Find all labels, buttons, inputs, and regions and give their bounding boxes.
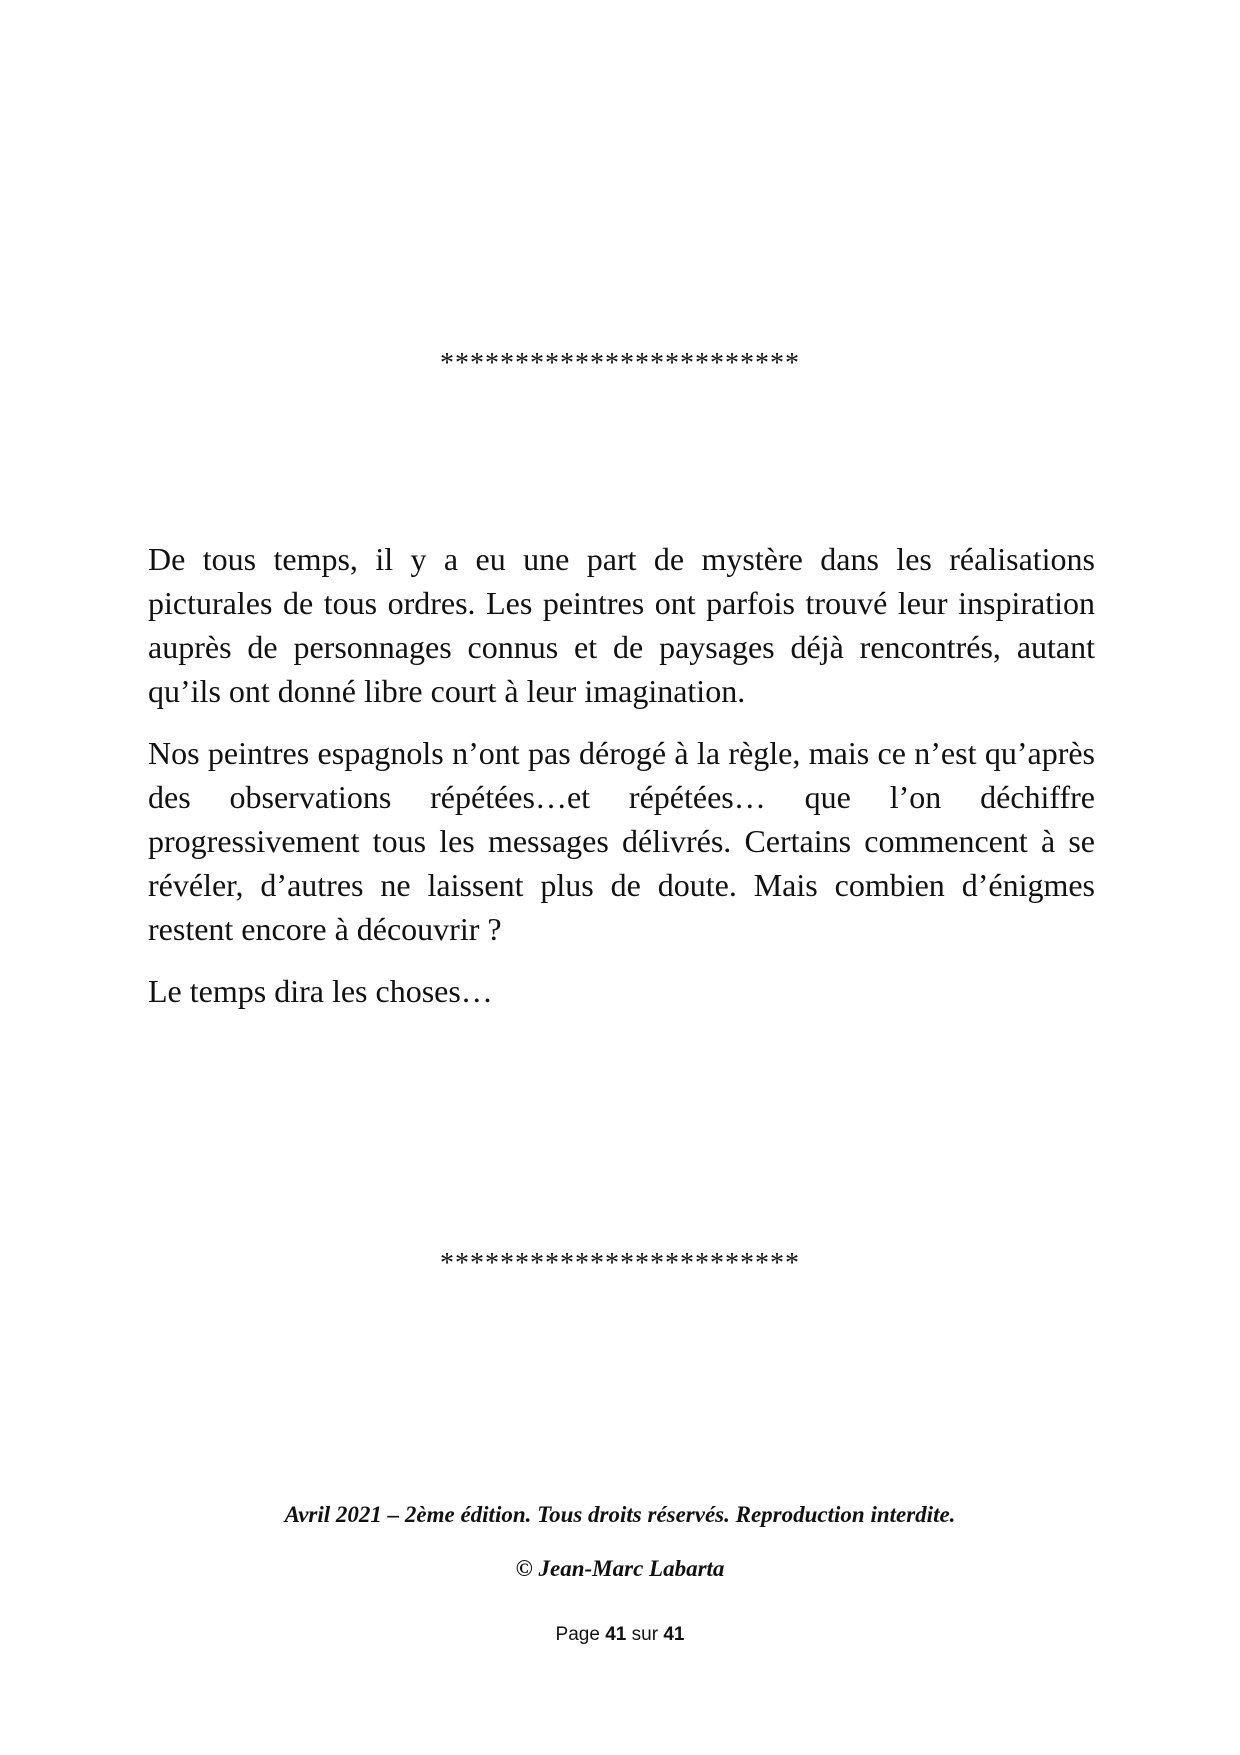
page-prefix: Page — [555, 1624, 600, 1645]
page-total: 41 — [663, 1624, 685, 1645]
paragraph-1: De tous temps, il y a eu une part de mystère dans les réalisations picturales de tous ordres. Les peintres ont parfois trouvé leur inspiration auprès de personnages connus et de paysages déjà rencontrés, autant qu’ils ont donné libre court à leur imagination. — [148, 541, 1095, 709]
copyright-notice: © Jean-Marc Labarta — [515, 1556, 725, 1581]
page-separator: sur — [631, 1624, 659, 1645]
paragraph-3: Le temps dira les choses… — [148, 973, 493, 1009]
edition-notice: Avril 2021 – 2ème édition. Tous droits réservés. Reproduction interdite. — [284, 1502, 956, 1527]
page-number — [0, 1623, 1240, 1647]
section-divider-bottom: ************************ — [440, 1248, 800, 1279]
section-divider-top: ************************ — [440, 348, 800, 379]
page-current: 41 — [605, 1624, 627, 1645]
body-text — [148, 537, 1095, 1031]
paragraph-2: Nos peintres espagnols n’ont pas dérogé à la règle, mais ce n’est qu’après des observations répétées…et répétées… que l’on déchiffre progressivement tous les messages délivrés. Certains commencent à se révéler, d’autres ne laissent plus de doute. Mais combien d’énigmes restent encore à découvrir ? — [148, 735, 1095, 947]
